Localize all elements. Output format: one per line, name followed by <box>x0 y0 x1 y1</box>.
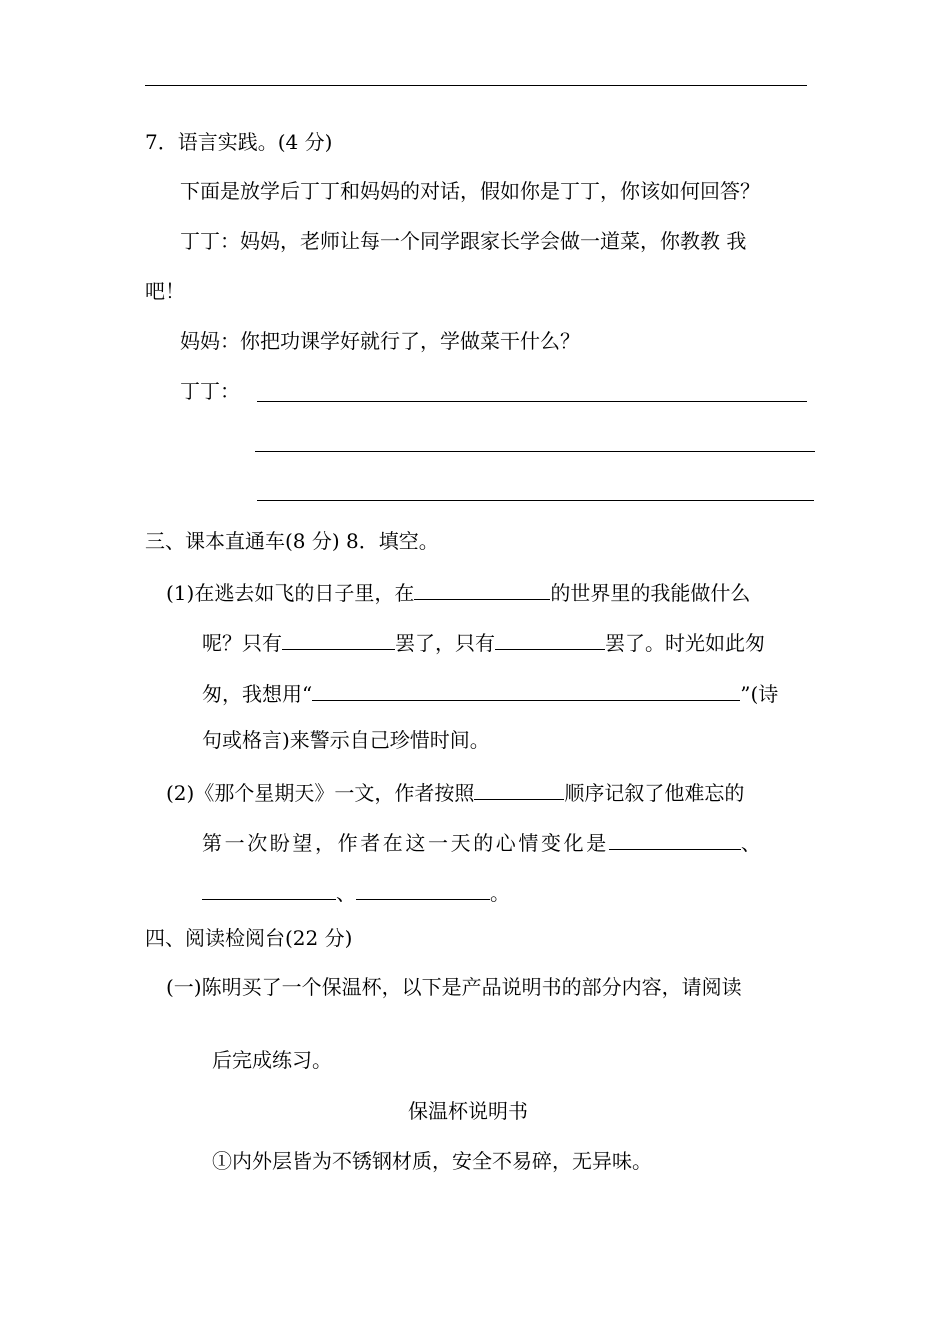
fill-text: 、 <box>740 831 761 855</box>
dialogue-text-2: 你把功课学好就行了，学做菜干什么？ <box>240 329 580 353</box>
fill-blank[interactable] <box>609 829 741 850</box>
section3-heading: 三、课本直通车(8 分) 8．填空。 <box>145 529 439 553</box>
dialogue-line-1-cont: 吧！ <box>145 279 185 303</box>
speaker-dingding: 丁丁： <box>180 229 240 253</box>
fill-line-1a <box>166 579 750 603</box>
fill-blank[interactable] <box>356 879 490 900</box>
fill-line-2a <box>166 779 744 803</box>
fill-line-2c <box>202 879 510 903</box>
fill-blank[interactable] <box>312 680 740 701</box>
fill-text: 呢？只有 <box>202 631 282 655</box>
answer-line-1[interactable] <box>257 401 807 402</box>
reading-intro-cont: 后完成练习。 <box>212 1048 332 1072</box>
fill-text: 顺序记叙了他难忘的 <box>564 781 745 805</box>
fill-line-1c <box>202 680 778 704</box>
fill-blank[interactable] <box>495 629 605 650</box>
fill-text: 、 <box>336 881 356 905</box>
dialogue-text-1: 妈妈，老师让每一个同学跟家长学会做一道菜，你教教 我 <box>240 229 747 253</box>
manual-title: 保温杯说明书 <box>408 1099 528 1123</box>
fill-text: 匆，我想用“ <box>202 682 313 706</box>
answer-speaker-dingding: 丁丁： <box>180 379 240 403</box>
speaker-mama: 妈妈： <box>180 329 240 353</box>
fill-line-1b <box>202 629 765 653</box>
fill-blank[interactable] <box>282 629 395 650</box>
fill-text: 。 <box>490 881 510 905</box>
manual-item-1: ①内外层皆为不锈钢材质，安全不易碎，无异味。 <box>212 1149 652 1173</box>
fill-blank[interactable] <box>414 579 550 600</box>
dialogue-line-1 <box>180 231 746 251</box>
dialogue-line-2 <box>180 331 580 351</box>
fill-text: 罢了，只有 <box>395 631 495 655</box>
fill-text: ”(诗 <box>740 682 779 706</box>
answer-line-3[interactable] <box>257 500 814 501</box>
fill-blank[interactable] <box>202 879 336 900</box>
top-divider <box>145 85 807 86</box>
q7-title: 7．语言实践。(4 分) <box>145 130 333 154</box>
fill-text: (1)在逃去如飞的日子里，在 <box>166 581 415 605</box>
fill-line-2b <box>202 829 761 853</box>
fill-text: 第一次盼望，作者在这一天的心情变化是 <box>202 831 609 855</box>
fill-text: (2)《那个星期天》一文，作者按照 <box>166 781 475 805</box>
fill-line-1d: 句或格言)来警示自己珍惜时间。 <box>202 728 490 752</box>
fill-text: 的世界里的我能做什么 <box>550 581 751 605</box>
fill-blank[interactable] <box>474 779 564 800</box>
section4-heading: 四、阅读检阅台(22 分) <box>145 926 353 950</box>
q7-prompt: 下面是放学后丁丁和妈妈的对话，假如你是丁丁，你该如何回答？ <box>180 179 760 203</box>
fill-text: 罢了。时光如此匆 <box>605 631 765 655</box>
answer-line-2[interactable] <box>255 451 815 452</box>
reading-intro: (一)陈明买了一个保温杯，以下是产品说明书的部分内容，请阅读 <box>166 975 742 999</box>
